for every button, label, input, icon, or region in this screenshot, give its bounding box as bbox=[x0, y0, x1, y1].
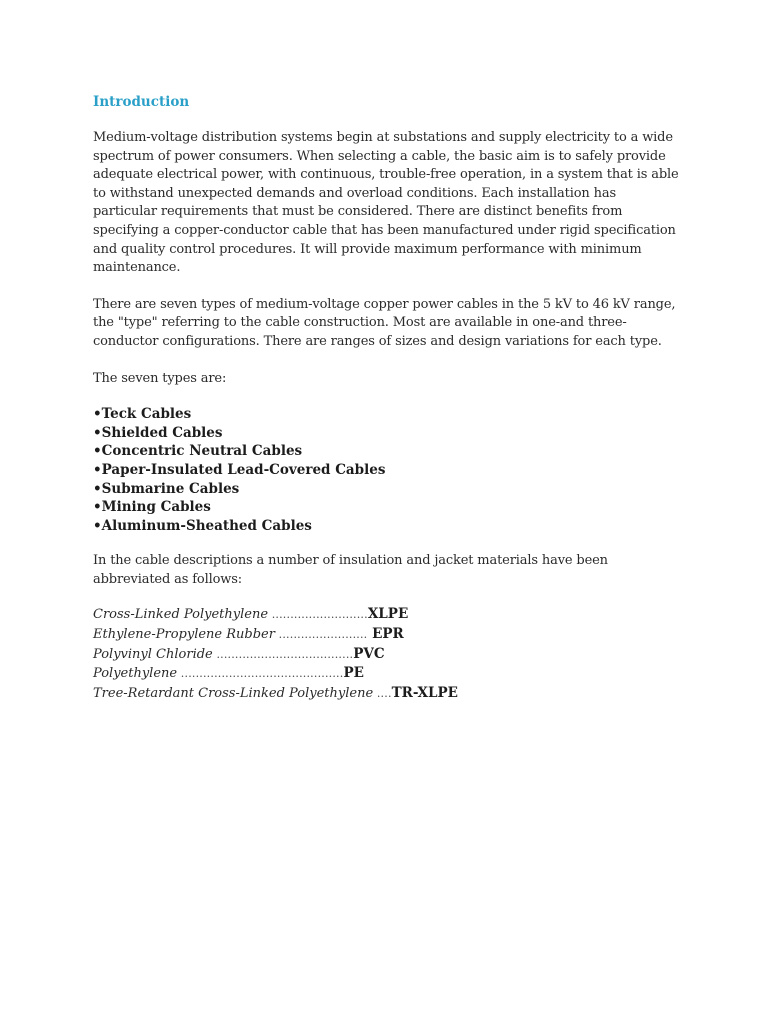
dot-leader: ..................................... bbox=[212, 647, 354, 661]
abbreviation-term: Polyethylene bbox=[93, 666, 178, 682]
list-item: •Teck Cables bbox=[93, 406, 192, 423]
list-item: •Mining Cables bbox=[93, 499, 211, 516]
abbreviation-row bbox=[93, 684, 683, 704]
abbreviation-row bbox=[93, 605, 683, 625]
abbreviation-code: PE bbox=[343, 665, 364, 682]
abbreviation-term: Cross-Linked Polyethylene bbox=[93, 607, 269, 623]
abbreviation-code: PVC bbox=[353, 645, 385, 662]
abbreviation-code: TR-XLPE bbox=[391, 684, 458, 701]
abbreviations-list bbox=[93, 605, 683, 703]
dot-leader: ........................ bbox=[274, 628, 368, 642]
intro-paragraph: Medium-voltage distribution systems begin at substations and supply electricity to a wide spectrum of power consumers. When selecting a cable, the basic aim is to safely provide adequate electrical power, with continuous, trouble-free operation, in a system that is able to withstand unexpected demands and overload conditions. Each installation has particular requirements that must be considered. There are distinct benefits from specifying a copper-conductor cable that has been manufactured under rigid specification and quality control procedures. It will provide maximum performance with minimum maintenance. bbox=[93, 130, 679, 276]
abbreviation-row bbox=[93, 664, 683, 684]
document-page bbox=[93, 92, 683, 703]
section-heading: Introduction bbox=[93, 94, 190, 110]
cable-types-list bbox=[93, 405, 683, 535]
abbreviation-code: XLPE bbox=[367, 606, 409, 623]
dot-leader: .......................... bbox=[268, 608, 368, 622]
list-item: •Concentric Neutral Cables bbox=[93, 443, 303, 460]
dot-leader: ............................................ bbox=[177, 667, 344, 681]
list-item: •Paper-Insulated Lead-Covered Cables bbox=[93, 461, 386, 478]
abbreviations-paragraph: In the cable descriptions a number of insulation and jacket materials have been abbreviated as follows: bbox=[93, 553, 608, 587]
abbreviation-term: Tree-Retardant Cross-Linked Polyethylene bbox=[93, 685, 374, 701]
list-item: •Aluminum-Sheathed Cables bbox=[93, 517, 312, 534]
list-item: •Submarine Cables bbox=[93, 480, 240, 497]
types-lead-in: The seven types are: bbox=[93, 370, 227, 386]
abbreviation-row bbox=[93, 625, 683, 645]
abbreviation-term: Ethylene-Propylene Rubber bbox=[93, 627, 275, 643]
types-paragraph: There are seven types of medium-voltage copper power cables in the 5 kV to 46 kV range, the "type" referring to the cable construction. Most are available in one-and three-conductor configurations. There are ranges of sizes and design variations for each type. bbox=[93, 296, 676, 349]
list-item: •Shielded Cables bbox=[93, 424, 223, 441]
abbreviation-term: Polyvinyl Chloride bbox=[93, 646, 213, 662]
dot-leader: .... bbox=[373, 686, 392, 700]
abbreviation-row bbox=[93, 645, 683, 665]
abbreviation-code: EPR bbox=[367, 626, 404, 643]
